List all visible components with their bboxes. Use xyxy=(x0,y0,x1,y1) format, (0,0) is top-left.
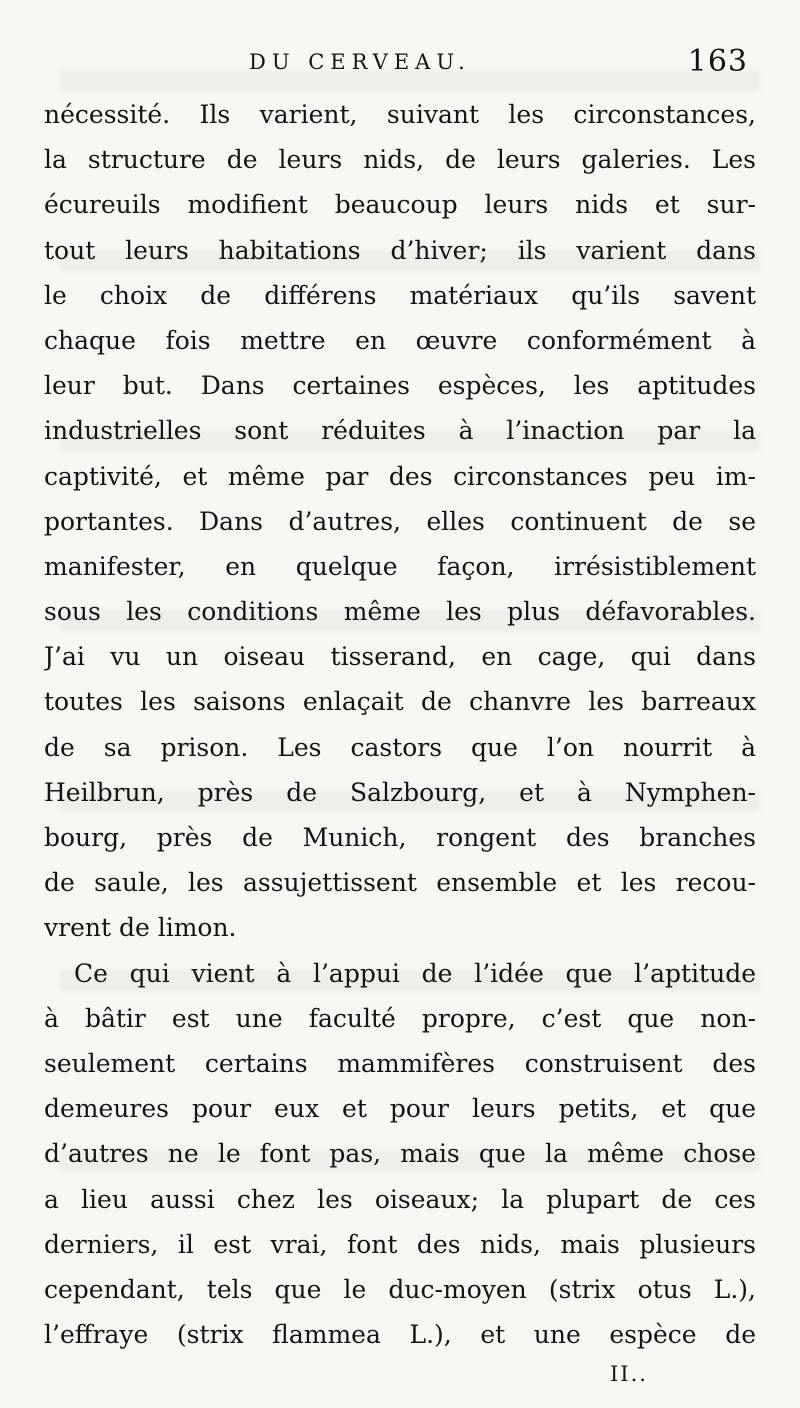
text-line: chaque fois mettre en œuvre conformément à xyxy=(44,325,756,355)
text-line: bourg, près de Munich, rongent des branches xyxy=(44,823,756,852)
page-header xyxy=(44,44,756,84)
text-line: cependant, tels que le duc-moyen (strix otus L.), xyxy=(44,1274,756,1304)
text-line: la structure de leurs nids, de leurs galeries. Les xyxy=(44,145,756,175)
signature-mark: II.. xyxy=(610,1362,648,1386)
text-line: a lieu aussi chez les oiseaux; la plupart de ces xyxy=(44,1184,756,1214)
text-line: écureuils modifient beaucoup leurs nids et sur- xyxy=(44,190,756,220)
text-line: tout leurs habitations d’hiver; ils varient dans xyxy=(44,235,756,265)
text-line: derniers, il est vrai, font des nids, mais plusieurs xyxy=(44,1229,756,1259)
page-number: 163 xyxy=(687,44,748,79)
text-line: de saule, les assujettissent ensemble et les recou- xyxy=(44,868,756,898)
text-line: industrielles sont réduites à l’inaction par la xyxy=(44,416,756,446)
text-line: manifester, en quelque façon, irrésistiblement xyxy=(44,551,756,581)
text-line: captivité, et même par des circonstances peu im- xyxy=(44,461,756,491)
text-line: d’autres ne le font pas, mais que la même chose xyxy=(44,1139,756,1169)
text-line: demeures pour eux et pour leurs petits, et que xyxy=(44,1094,756,1124)
text-line: Heilbrun, près de Salzbourg, et à Nymphen- xyxy=(44,777,756,807)
text-line: le choix de différens matériaux qu’ils savent xyxy=(44,280,756,310)
text-line: portantes. Dans d’autres, elles continuent de se xyxy=(44,506,756,536)
text-line: l’effraye (strix flammea L.), et une espèce de xyxy=(44,1320,756,1350)
text-line: Ce qui vient à l’appui de l’idée que l’aptitude xyxy=(74,958,756,988)
text-line: toutes les saisons enlaçait de chanvre les barreaux xyxy=(44,687,756,717)
text-line: nécessité. Ils varient, suivant les circonstances, xyxy=(44,100,756,129)
body-text xyxy=(44,92,756,1357)
text-line: leur but. Dans certaines espèces, les aptitudes xyxy=(44,371,756,401)
text-line: à bâtir est une faculté propre, c’est que non- xyxy=(44,1003,756,1033)
text-line: de sa prison. Les castors que l’on nourrit à xyxy=(44,732,756,762)
running-head: DU CERVEAU. xyxy=(249,50,471,74)
text-line: sous les conditions même les plus défavorables. xyxy=(44,597,756,627)
text-line: J’ai vu un oiseau tisserand, en cage, qui dans xyxy=(44,642,756,672)
text-line: vrent de limon. xyxy=(44,913,237,943)
text-line: seulement certains mammifères construisent des xyxy=(44,1048,756,1078)
